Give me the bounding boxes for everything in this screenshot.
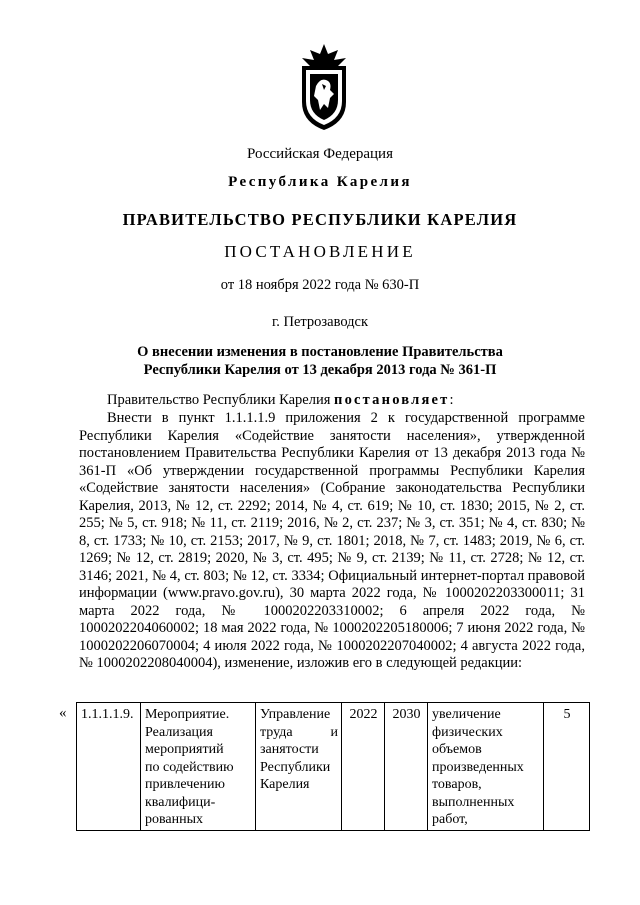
result-line: объемов bbox=[432, 742, 482, 757]
result-line: выполненных bbox=[432, 794, 515, 810]
subject-line-1: О внесении изменения в постановление Правительства bbox=[137, 344, 503, 360]
cell-activity bbox=[141, 703, 256, 831]
main-paragraph: Внести в пункт 1.1.1.1.9 приложения 2 к государственной программе Республики Карелия «Содействие занятости населения», утвержденной постановлением Правительства Республики Карелия от 13 декабря 2013 года № 361-П «Об утверждении государственной программы Республики Карелия «Содействие занятости населения» (Собрание законодательства Республики Карелия, 2013, № 12, ст. 2292; 2014, № 4, ст. 619; № 10, ст. 1830; 2015, № 2, ст. 255; № 5, ст. 918; № 11, ст. 2119; 2016, № 2, ст. 237; № 3, ст. 351; № 4, ст. 830; № 8, ст. 1733; № 10, ст. 2153; 2017, № 9, ст. 1801; 2018, № 7, ст. 1483; 2019, № 6, ст. 1269; № 12, ст. 2819; 2020, № 3, ст. 495; № 9, ст. 2139; № 11, ст. 2728; № 12, ст. 3146; 2021, № 4, ст. 803; № 12, ст. 3334; Официальный интернет-портал правовой информации (www.pravo.gov.ru), 30 марта 2022 года, № 1000202203300011; 31 марта 2022 года, № 1000202203310002; 6 апреля 2022 года, № 1000202204060002; 18 мая 2022 года, № 1000202205180006; 7 июня 2022 года, № 1000202206070004; 4 июля 2022 года, № 1000202207040002; 4 августа 2022 года, № 1000202208040004), изменение, изложив его в следующей редакции: bbox=[79, 410, 585, 671]
government-name: ПРАВИТЕЛЬСТВО РЕСПУБЛИКИ КАРЕЛИЯ bbox=[122, 210, 518, 229]
activity-line: квалифици- bbox=[145, 794, 216, 810]
karelia-coat-of-arms-icon bbox=[292, 42, 356, 132]
cell-responsible: Управление труда и занятости Республики Карелия bbox=[256, 703, 342, 831]
activity-line: Мероприятие. bbox=[145, 707, 230, 722]
cell-item-number: 1.1.1.1.9. bbox=[77, 703, 141, 831]
document-city: г. Петрозаводск bbox=[271, 314, 369, 330]
country-name: Российская Федерация bbox=[247, 146, 393, 162]
intro-decision-word: постановляет bbox=[334, 392, 450, 408]
result-line: работ, bbox=[432, 812, 468, 827]
activity-line: Реализация bbox=[145, 724, 213, 740]
activity-line: по содействию bbox=[145, 759, 234, 775]
cell-value: 5 bbox=[544, 703, 590, 831]
intro-suffix: : bbox=[449, 392, 454, 408]
program-table bbox=[76, 702, 590, 831]
document-date-number: от 18 ноября 2022 года № 630-П bbox=[220, 277, 420, 293]
cell-result bbox=[428, 703, 544, 831]
document-type: ПОСТАНОВЛЕНИЕ bbox=[224, 242, 416, 261]
result-line: произведенных bbox=[432, 759, 524, 775]
result-line: увеличение bbox=[432, 707, 501, 722]
opening-quote: « bbox=[59, 705, 67, 721]
table-row bbox=[77, 703, 590, 831]
intro-prefix: Правительство Республики Карелия bbox=[107, 392, 335, 408]
activity-line: мероприятий bbox=[145, 742, 224, 757]
activity-line: привлечению bbox=[145, 777, 225, 792]
cell-year-start: 2022 bbox=[342, 703, 385, 831]
cell-year-end: 2030 bbox=[385, 703, 428, 831]
subject-line-2: Республики Карелия от 13 декабря 2013 года № 361-П bbox=[143, 362, 497, 378]
intro-line bbox=[79, 392, 585, 410]
activity-line: рованных bbox=[145, 812, 204, 827]
republic-name: Республика Карелия bbox=[228, 174, 412, 190]
result-line: физических bbox=[432, 724, 503, 740]
result-line: товаров, bbox=[432, 777, 482, 792]
